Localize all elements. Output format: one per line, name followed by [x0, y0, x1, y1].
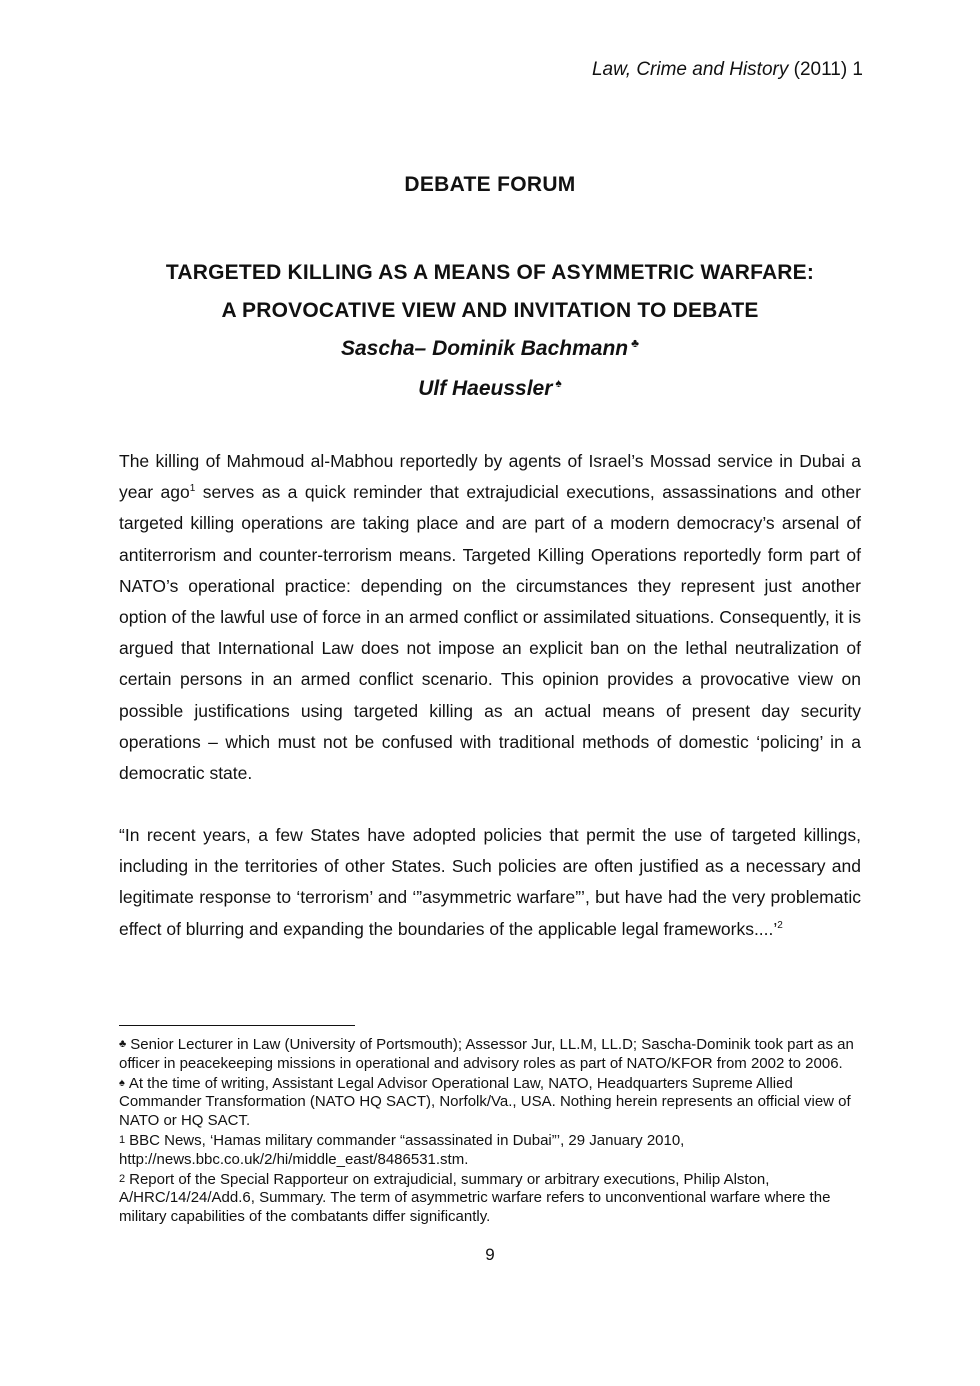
footnote-spade-mark: ♠: [119, 1076, 125, 1089]
footnote-2-mark: 2: [119, 1172, 126, 1185]
footnotes: [119, 1035, 859, 1227]
paragraph-2-quote: [119, 820, 861, 945]
footnote-1-text: BBC News, ‘Hamas military commander “assassinated in Dubai”’, 29 January 2010, http://news.bbc.co.uk/2/hi/middle_east/8486531.stm.: [119, 1131, 685, 1168]
title-line-2: A PROVOCATIVE VIEW AND INVITATION TO DEBATE: [221, 299, 759, 322]
footnote-2: [119, 1170, 859, 1227]
author-2: [0, 376, 980, 401]
footnote-2-text: Report of the Special Rapporteur on extrajudicial, summary or arbitrary executions, Philip Alston, A/HRC/14/24/Add.6, Summary. The term of asymmetric warfare refers to unconventional warfare where the military capabilities of the combatants differ significantly.: [119, 1170, 831, 1226]
footnote-1: [119, 1131, 859, 1170]
footnote-club-text: Senior Lecturer in Law (University of Portsmouth); Assessor Jur, LL.M, LL.D; Sascha-Dominik took part as an officer in peacekeeping missions in operational and advisory roles as part of NATO/KFOR from 2002 to 2006.: [119, 1036, 854, 1072]
footnote-club-mark: ♣: [119, 1038, 127, 1050]
journal-name: Law, Crime and History: [591, 59, 789, 80]
paragraph-1: [119, 446, 861, 789]
author-1-club-mark: ♣: [631, 336, 639, 350]
section-label: DEBATE FORUM: [404, 173, 576, 196]
author-1-name: Sascha– Dominik Bachmann: [341, 337, 629, 360]
footnote-club: [119, 1035, 859, 1074]
author-1: [0, 336, 980, 361]
journal-issue: (2011) 1: [793, 59, 863, 80]
footnote-ref-2: 2: [777, 919, 783, 931]
paragraph-2-text: “In recent years, a few States have adopted policies that permit the use of targeted killings, including in the territories of other States. Such policies are often justified as a necessary and legitimate response to ‘terrorism’ and ‘”asymmetric warfare”’, but have had the very problematic effect of blurring and expanding the boundaries of the applicable legal frameworks....’: [119, 825, 861, 939]
footnote-spade-text: At the time of writing, Assistant Legal Advisor Operational Law, NATO, Headquarters Supreme Allied Commander Transformation (NATO HQ SACT), Norfolk/Va., USA. Nothing herein represents an official view of NATO or HQ SACT.: [119, 1074, 851, 1130]
footnote-spade: [119, 1074, 859, 1131]
author-2-name: Ulf Haeussler: [418, 377, 553, 400]
footnote-separator: [119, 1025, 355, 1026]
running-header: [592, 58, 863, 82]
paragraph-1-part-a: The killing of Mahmoud al-Mabhou reportedly by agents of Israel’s Mossad service in Dubai a year ago: [119, 451, 861, 503]
footnote-ref-1: 1: [189, 483, 196, 495]
paragraph-1-part-b: serves as a quick reminder that extrajudicial executions, assassinations and other targeted killing operations are taking place and are part of a modern democracy’s arsenal of antiterrorism and counter-terrorism means. Targeted Killing Operations reportedly form part of NATO’s operational practice: depending on the circumstances they represent just another option of the lawful use of force in an armed conflict or assimilated situations. Consequently, it is argued that International Law does not impose an explicit ban on the lethal neutralization of certain persons in an armed conflict scenario. This opinion provides a provocative view on possible justifications using targeted killing as an actual means of present day security operations – which must not be confused with traditional methods of domestic ‘policing’ in a democratic state.: [119, 482, 861, 784]
title-line-1: TARGETED KILLING AS A MEANS OF ASYMMETRIC WARFARE:: [165, 261, 815, 284]
article-title: [60, 254, 920, 330]
author-2-spade-mark: ♠: [555, 376, 562, 390]
page-number: 9: [485, 1245, 495, 1264]
footnote-1-mark: 1: [119, 1133, 126, 1146]
